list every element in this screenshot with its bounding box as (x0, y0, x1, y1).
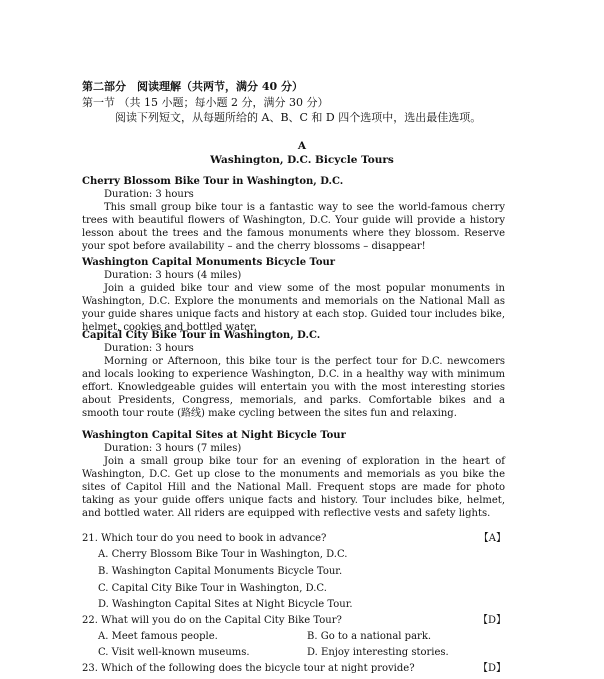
tour-name: Capital City Bike Tour in Washington, D.C. (82, 330, 321, 341)
question-option: A. Cherry Blossom Bike Tour in Washington, D.C. (98, 549, 348, 560)
question-option: C. Capital City Bike Tour in Washington, D.C. (98, 583, 327, 594)
tour-duration: Duration: 3 hours (104, 189, 194, 200)
question-option: D. Enjoy interesting stories. (307, 647, 449, 658)
question-option: B. Washington Capital Monuments Bicycle Tour. (98, 566, 343, 577)
tour-duration: Duration: 3 hours (4 miles) (104, 270, 242, 281)
tour-description: Join a guided bike tour and view some of the most popular monuments in Washington, D.C. Explore the monuments and memorials on the National Mall as your guide shares unique facts and history at each stop. Guided tour includes bike, helmet, cookies and bottled water. (82, 283, 505, 333)
question-stem: 23. Which of the following does the bicycle tour at night provide? (82, 663, 415, 674)
part-heading: 第二部分 阅读理解（共两节，满分 40 分） (82, 80, 303, 93)
answer-key: 【A】 (478, 533, 506, 544)
question-stem: 21. Which tour do you need to book in advance? (82, 533, 327, 544)
question-option: A. Meet famous people. (98, 631, 218, 642)
question-stem: 22. What will you do on the Capital City Bike Tour? (82, 615, 342, 626)
tour-duration: Duration: 3 hours (104, 343, 194, 354)
section-heading: 第一节 （共 15 小题；每小题 2 分，满分 30 分） (82, 96, 329, 109)
tour-name: Washington Capital Monuments Bicycle Tour (82, 257, 336, 268)
tour-duration: Duration: 3 hours (7 miles) (104, 443, 242, 454)
passage-letter: A (297, 140, 307, 152)
tour-name: Washington Capital Sites at Night Bicycle Tour (82, 430, 346, 441)
tour-name: Cherry Blossom Bike Tour in Washington, D.C. (82, 176, 344, 187)
question-option: C. Visit well-known museums. (98, 647, 250, 658)
tour-description: This small group bike tour is a fantastic way to see the world-famous cherry trees with beautiful flowers of Washington, D.C. Your guide will provide a history lesson about the trees and the famous monuments where they blossom. Reserve your spot before availability – and the cherry blossoms – disappear! (82, 202, 505, 252)
question-option: B. Go to a national park. (307, 631, 432, 642)
tour-description: Morning or Afternoon, this bike tour is the perfect tour for D.C. newcomers and locals looking to experience Washington, D.C. in a healthy way with minimum effort. Knowledgeable guides will entertain you with the most interesting stories about Presidents, Congress, memorials, and parks. Comfortable bikes and a smooth tour route (路线) make cycling between the sites fun and relaxing. (82, 356, 505, 419)
instruction-text: 阅读下列短文，从每题所给的 A、B、C 和 D 四个选项中，选出最佳选项。 (115, 111, 482, 124)
answer-key: 【D】 (477, 615, 506, 626)
answer-key: 【D】 (477, 663, 506, 674)
passage-title: Washington, D.C. Bicycle Tours (210, 154, 394, 166)
question-option: D. Washington Capital Sites at Night Bicycle Tour. (98, 599, 353, 610)
tour-description: Join a small group bike tour for an evening of exploration in the heart of Washington, D.C. Get up close to the monuments and memorials as you bike the sites of Capitol Hill and the National Mall. Frequent stops are made for photo taking as your guide offers unique facts and history. Tour includes bike, helmet, and bottled water. All riders are equipped with reflective vests and safety lights. (82, 456, 505, 519)
